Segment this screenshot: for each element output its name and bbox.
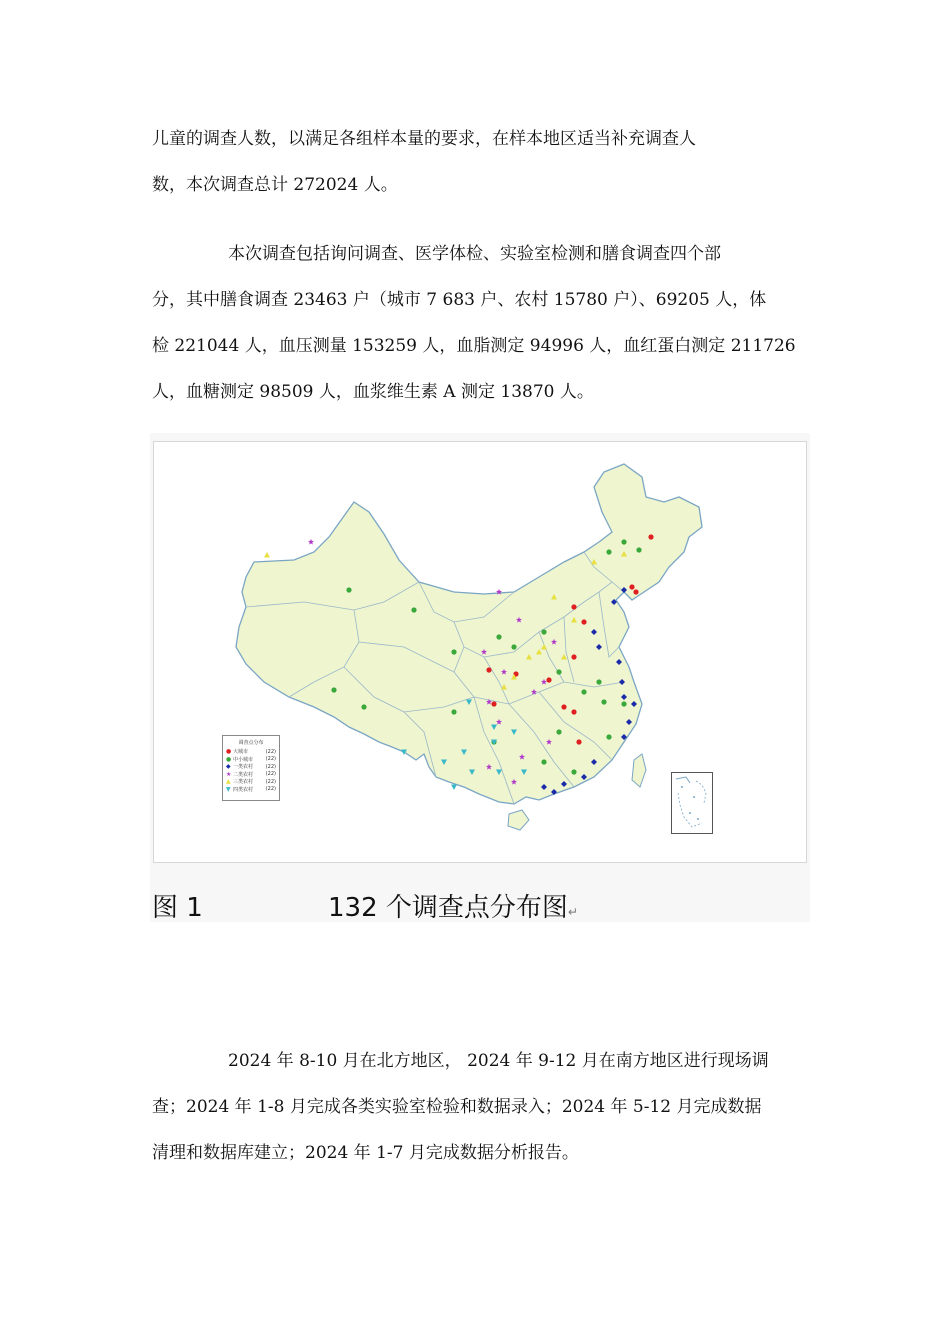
legend-item-rural-4 [226,786,276,794]
paragraph-sample-size [152,116,812,208]
text-line: 查；2024 年 1-8 月完成各类实验室检验和数据录入；2024 年 5-12 月完成数据 [152,1097,762,1117]
survey-site-marker-mid-city [601,699,606,704]
legend-title: 调查点分布 [238,740,264,746]
survey-site-marker-big-city [581,619,586,624]
legend-count: (22) [265,756,276,763]
legend-label: 一类农村 [233,764,254,771]
legend-count: (22) [265,786,276,793]
south-china-sea-inset [671,772,713,834]
red-circle-icon: ● [226,748,232,756]
survey-site-marker-big-city [491,701,496,706]
figure-caption [150,881,810,921]
survey-site-marker-mid-city [411,607,416,612]
map-legend [222,735,280,801]
figure-title [328,887,578,924]
legend-label: 大城市 [233,749,249,756]
survey-site-marker-mid-city [451,649,456,654]
survey-site-marker-big-city [571,604,576,609]
legend-label: 三类农村 [233,779,254,786]
survey-site-marker-mid-city [331,687,336,692]
legend-item-rural-1 [226,763,276,771]
survey-site-marker-big-city [546,677,551,682]
map-frame [153,441,807,863]
survey-site-marker-mid-city [621,539,626,544]
survey-site-marker-mid-city [581,689,586,694]
survey-site-marker-rural2 [308,539,314,545]
paragraph-schedule [152,1038,812,1176]
purple-star-icon: ★ [226,770,232,778]
legend-count: (22) [265,778,276,785]
legend-item-big-city [226,748,276,756]
blue-diamond-icon: ◆ [226,763,231,771]
green-circle-icon: ● [226,755,232,763]
survey-site-marker-mid-city [361,704,366,709]
survey-site-marker-big-city [629,584,634,589]
taiwan-island [632,754,646,787]
survey-site-marker-mid-city [556,669,561,674]
text-line: 儿童的调查人数，以满足各组样本量的要求，在样本地区适当补充调查人 [152,129,696,149]
return-mark-icon: ↵ [567,905,578,919]
text-line: 数，本次调查总计 272024 人。 [152,175,398,195]
survey-site-marker-big-city [633,589,638,594]
yellow-triangle-icon: ▲ [226,778,231,786]
mainland-outline [236,464,702,804]
survey-site-marker-mid-city [496,634,501,639]
legend-label: 四类农村 [233,786,254,793]
inset-islands-svg [672,773,712,833]
survey-site-map-figure [150,433,810,922]
figure-title-text: 132 个调查点分布图 [328,893,568,923]
text-line: 人，血糖测定 98509 人，血浆维生素 A 测定 13870 人。 [152,382,594,402]
figure-number: 图 1 [152,893,203,923]
survey-site-marker-mid-city [606,734,611,739]
legend-label: 中小城市 [233,756,254,763]
survey-site-marker-big-city [486,667,491,672]
survey-site-marker-mid-city [556,729,561,734]
survey-site-marker-big-city [561,704,566,709]
survey-site-marker-mid-city [571,769,576,774]
cyan-down-triangle-icon: ▼ [226,785,231,793]
survey-site-marker-rural4 [451,785,457,791]
survey-site-marker-big-city [571,654,576,659]
legend-item-mid-city [226,756,276,764]
survey-site-marker-mid-city [541,629,546,634]
survey-site-marker-mid-city [596,679,601,684]
survey-site-marker-mid-city [511,644,516,649]
survey-site-marker-big-city [576,739,581,744]
legend-count: (22) [265,748,276,755]
survey-site-marker-mid-city [606,549,611,554]
survey-site-marker-mid-city [621,701,626,706]
text-line: 本次调查包括询问调查、医学体检、实验室检测和膳食调查四个部 [228,244,721,264]
survey-site-marker-mid-city [541,759,546,764]
paragraph-survey-components [152,231,812,415]
legend-item-rural-3 [226,778,276,786]
survey-site-marker-rural3 [264,552,270,558]
legend-item-rural-2 [226,771,276,779]
text-line: 清理和数据库建立；2024 年 1-7 月完成数据分析报告。 [152,1143,579,1163]
survey-site-marker-mid-city [451,709,456,714]
legend-label: 二类农村 [233,771,254,778]
hainan-island [508,810,529,830]
legend-count: (22) [265,763,276,770]
survey-site-marker-big-city [648,534,653,539]
survey-site-marker-mid-city [636,547,641,552]
text-line: 2024 年 8-10 月在北方地区， 2024 年 9-12 月在南方地区进行现场调 [228,1051,769,1071]
legend-count: (22) [265,771,276,778]
text-line: 检 221044 人，血压测量 153259 人，血脂测定 94996 人，血红蛋白测定 211726 [152,336,796,356]
survey-site-marker-mid-city [346,587,351,592]
text-line: 分，其中膳食调查 23463 户（城市 7 683 户、农村 15780 户）、69205 人，体 [152,290,767,310]
survey-site-marker-big-city [571,709,576,714]
